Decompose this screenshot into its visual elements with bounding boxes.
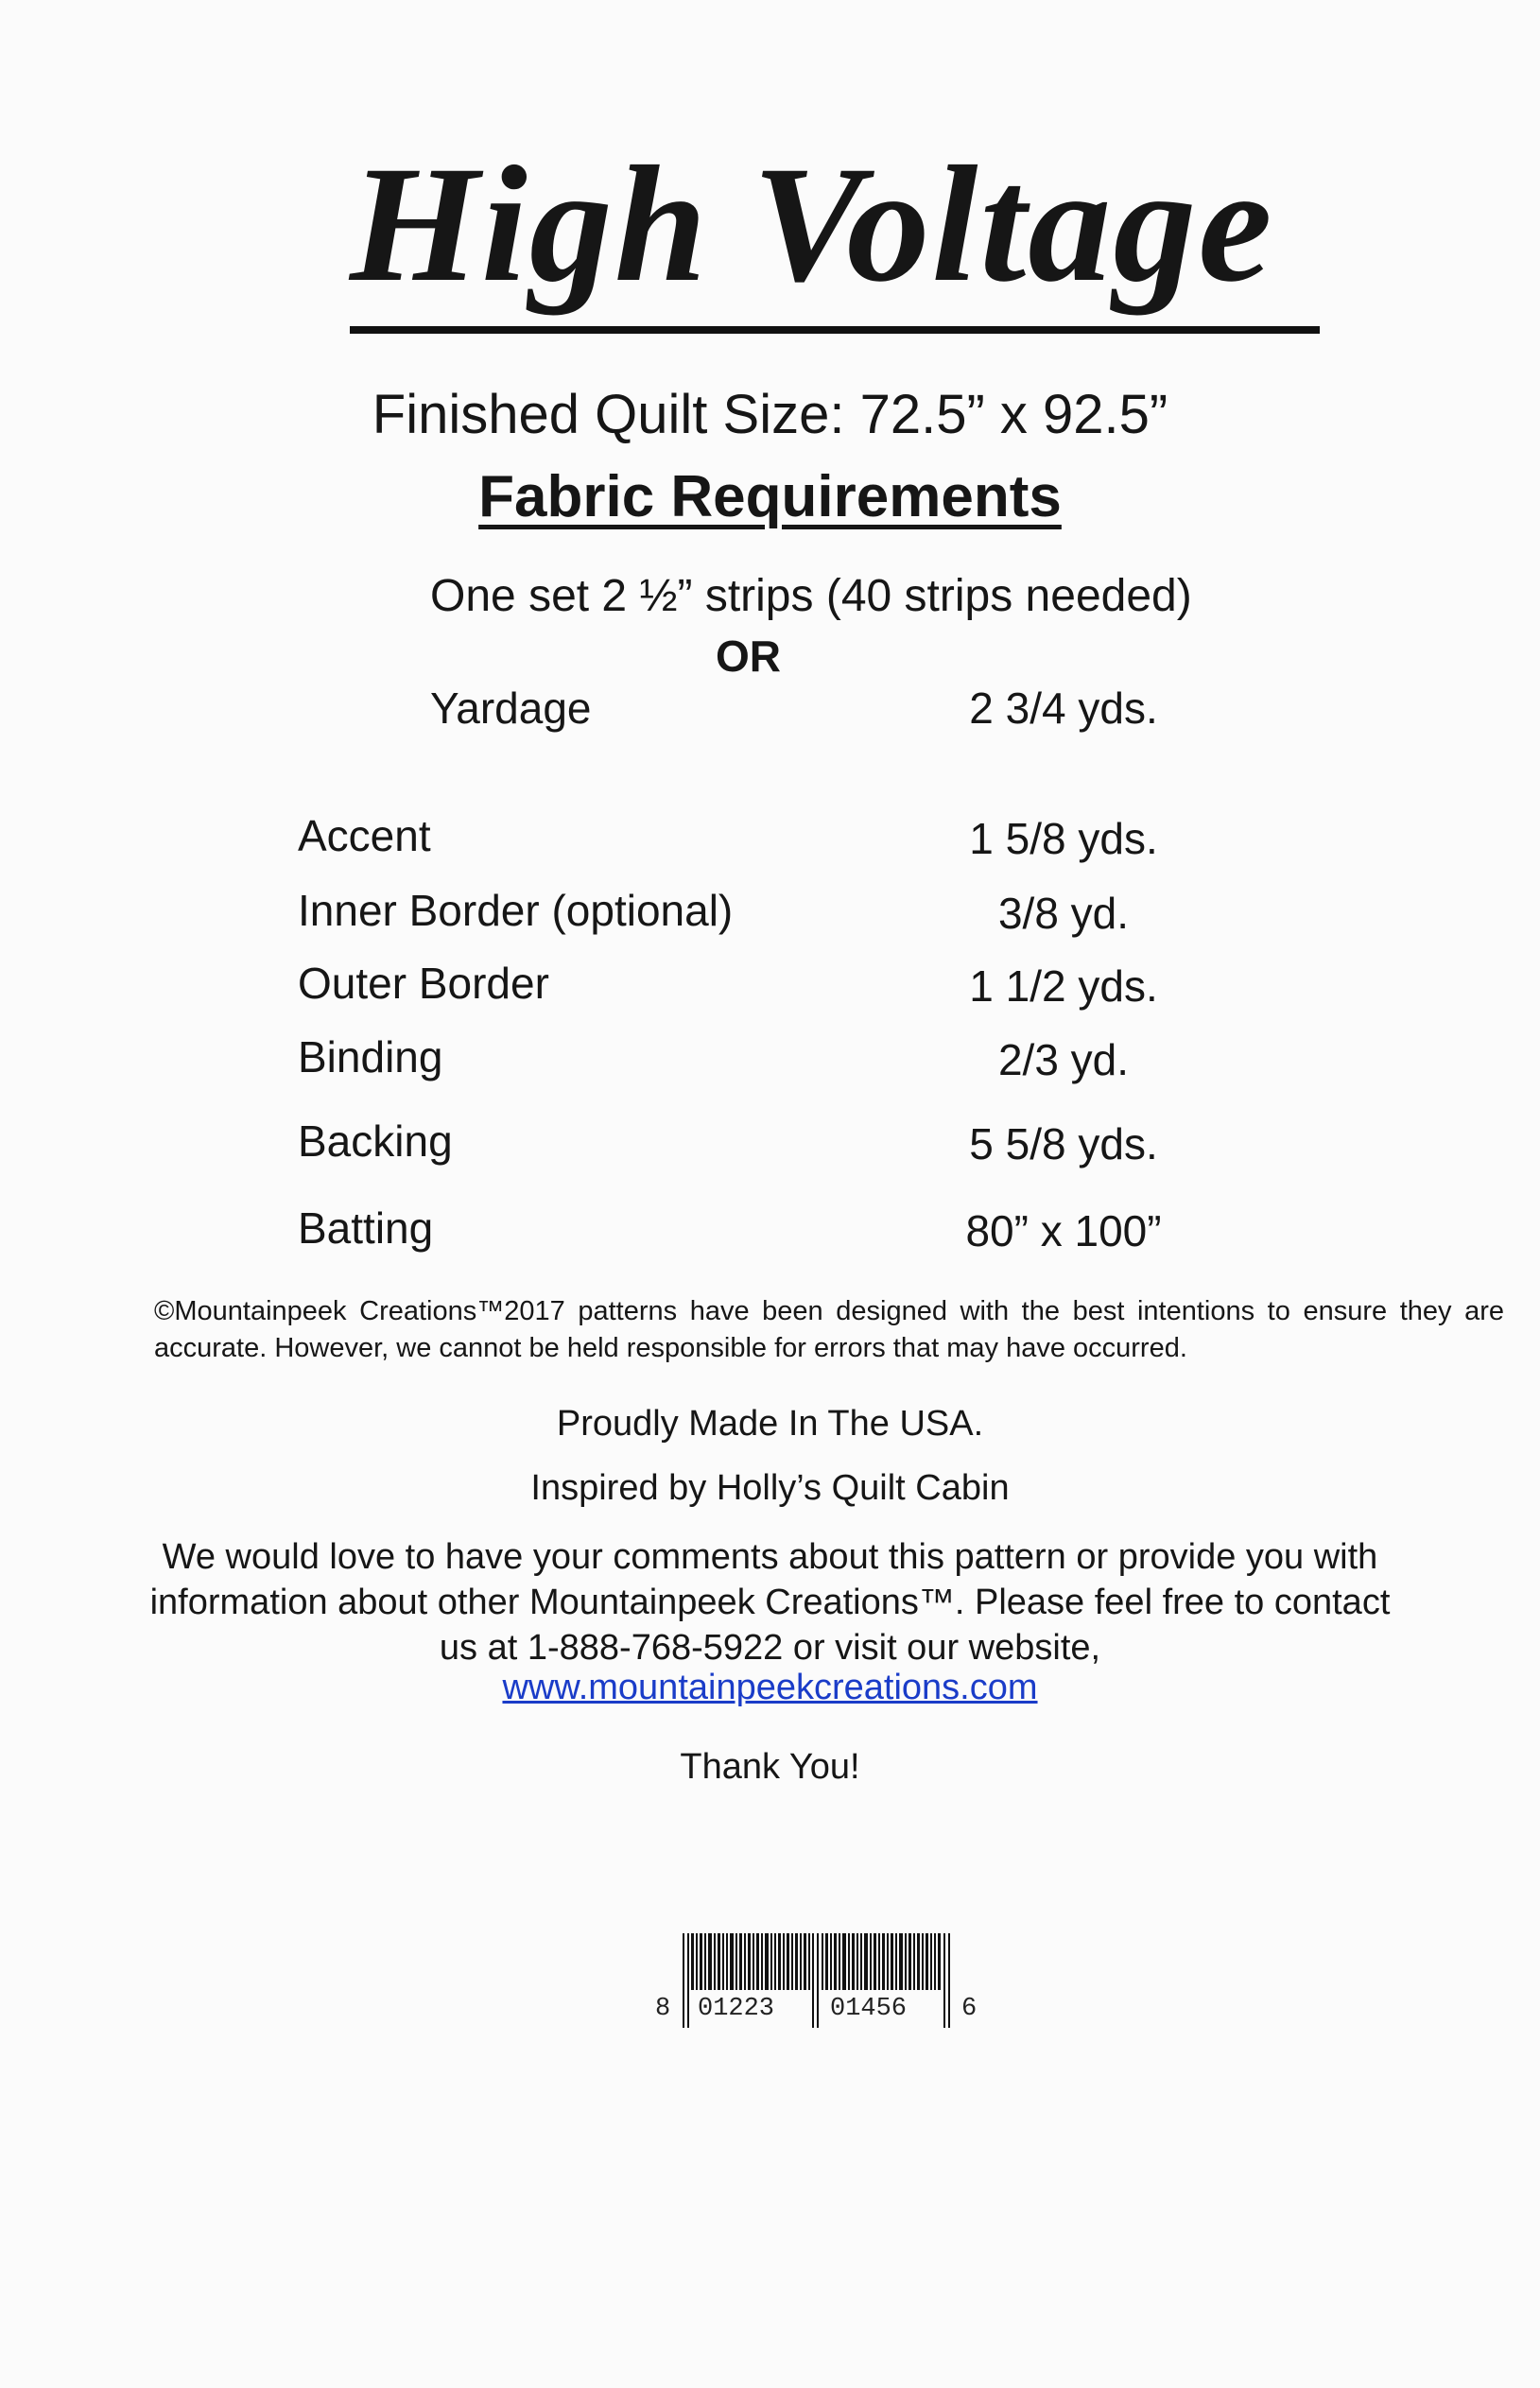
disclaimer: ©Mountainpeek Creations™2017 patterns have been designed with the best intentions to ensure they are accurate. However, we cannot be held responsible for errors that may have occurred. <box>154 1296 1504 1363</box>
website-row <box>0 1668 1540 1708</box>
yardage-label: Yardage <box>430 684 592 733</box>
item-value-batting: 80” x 100” <box>965 1206 1162 1255</box>
item-value-outer-border: 1 1/2 yds. <box>969 961 1158 1011</box>
item-value-inner-border: 3/8 yd. <box>997 889 1130 938</box>
yardage-value: 2 3/4 yds. <box>969 684 1158 733</box>
item-label-batting: Batting <box>298 1203 434 1253</box>
made-in-usa: Proudly Made In The USA. <box>556 1404 984 1444</box>
page-title: High Voltage <box>350 132 1274 317</box>
item-label-binding: Binding <box>298 1032 443 1082</box>
fabric-requirements-heading <box>0 463 1540 530</box>
item-label-backing: Backing <box>298 1116 453 1166</box>
item-value-backing: 5 5/8 yds. <box>969 1119 1158 1168</box>
thank-you: Thank You! <box>680 1747 860 1787</box>
website-link[interactable]: www.mountainpeekcreations.com <box>502 1668 1038 1707</box>
item-value-binding: 2/3 yd. <box>997 1035 1130 1084</box>
contact-text: We would love to have your comments about this pattern or provide you with information about other Mountainpeek Creations™. Please feel free to contact us at 1-888-768-5922 or visit our website, <box>149 1537 1391 1668</box>
barcode-digit-4: 6 <box>961 1995 978 2023</box>
barcode-digit-1: 8 <box>655 1995 671 2023</box>
item-label-outer-border: Outer Border <box>298 959 549 1008</box>
barcode-digit-group-3: 01456 <box>830 1995 908 2023</box>
or-text: OR <box>716 632 781 681</box>
item-value-accent: 1 5/8 yds. <box>969 814 1158 863</box>
barcode-digit-group-2: 01223 <box>698 1995 775 2023</box>
title-underline <box>350 326 1320 334</box>
item-label-inner-border: Inner Border (optional) <box>298 886 734 935</box>
strips-line: One set 2 ½” strips (40 strips needed) <box>430 571 1192 621</box>
item-label-accent: Accent <box>298 811 431 860</box>
finished-quilt-size: Finished Quilt Size: 72.5” x 92.5” <box>372 384 1168 445</box>
fabric-requirements-heading-text: Fabric Requirements <box>478 464 1062 529</box>
inspired-by: Inspired by Holly’s Quilt Cabin <box>530 1468 1010 1508</box>
